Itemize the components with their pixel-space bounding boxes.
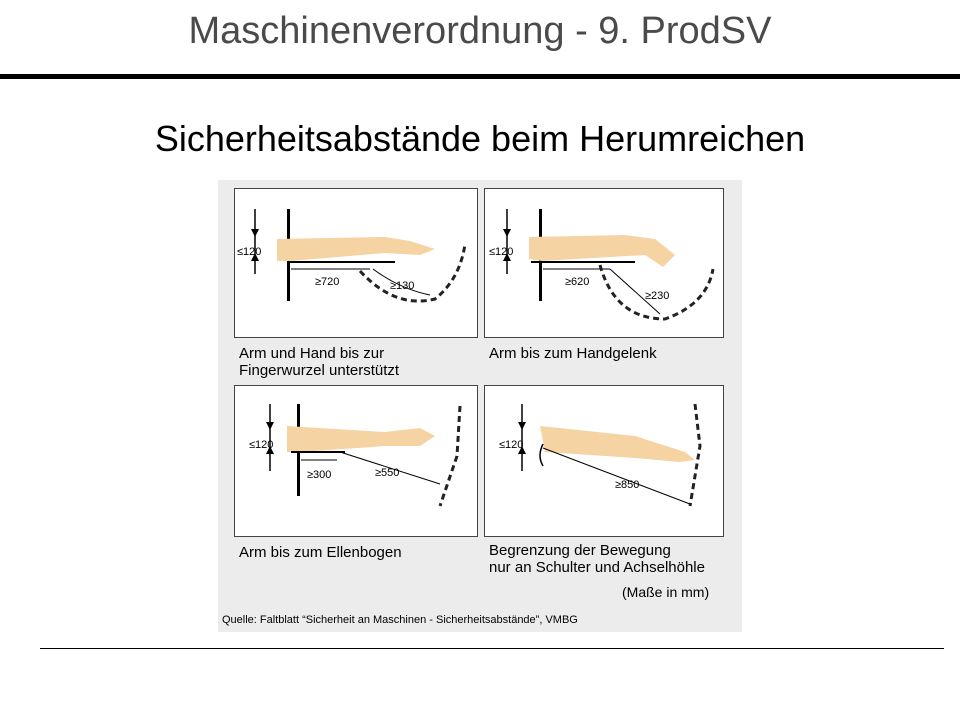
dim-label-2-1: ≤120	[489, 246, 514, 258]
dim-label-4-2: ≥850	[615, 479, 640, 491]
unit-note: (Maße in mm)	[622, 584, 710, 600]
caption-ellenbogen: Arm bis zum Ellenbogen	[239, 544, 402, 561]
dim-label-3-3: ≥550	[375, 467, 400, 479]
panel-schulter	[484, 385, 724, 576]
dim-label-4-1: ≤120	[499, 439, 524, 451]
dim-label-2-3: ≥230	[645, 290, 670, 302]
caption-handgelenk: Arm bis zum Handgelenk	[489, 345, 657, 362]
dim-label-1-3: ≥130	[390, 280, 415, 292]
panel-fingerwurzel	[234, 188, 478, 379]
dim-label-1-1: ≤120	[237, 246, 262, 258]
title-divider	[0, 74, 960, 79]
dim-label-3-1: ≤120	[249, 439, 274, 451]
dim-label-3-2: ≥300	[307, 469, 332, 481]
page-title: Maschinenverordnung - 9. ProdSV	[188, 10, 772, 52]
source-citation: Quelle: Faltblatt “Sicherheit an Maschinen - Sicherheitsabstände”, VMBG	[222, 614, 578, 626]
safety-distance-figure	[218, 180, 742, 632]
caption-fingerwurzel: Arm und Hand bis zur Fingerwurzel unterstützt	[239, 345, 400, 379]
illustration-handgelenk	[485, 189, 723, 337]
illustration-ellenbogen	[235, 386, 477, 536]
panel-handgelenk	[484, 188, 724, 362]
illustration-fingerwurzel	[235, 189, 477, 337]
illustration-schulter	[485, 386, 723, 536]
dim-label-1-2: ≥720	[315, 276, 340, 288]
caption-schulter: Begrenzung der Bewegung nur an Schulter und Achselhöhle	[489, 542, 705, 576]
bottom-divider	[40, 648, 944, 649]
dim-label-2-2: ≥620	[565, 276, 590, 288]
slide-subtitle: Sicherheitsabstände beim Herumreichen	[154, 118, 806, 159]
panel-ellenbogen	[234, 385, 478, 561]
